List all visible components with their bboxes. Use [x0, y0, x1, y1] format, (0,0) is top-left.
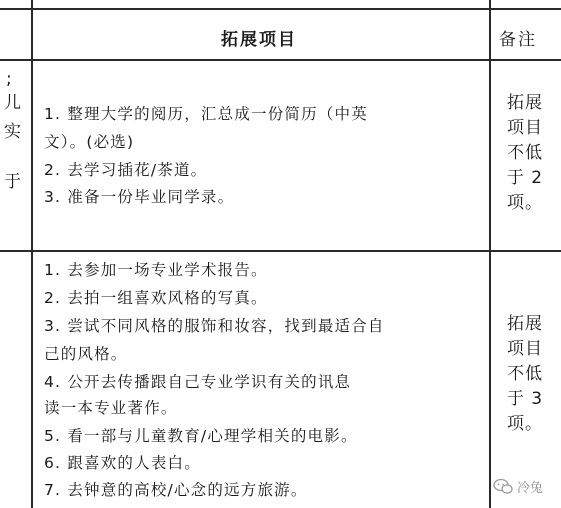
table-top-border [0, 8, 561, 10]
header-main-label: 拓展项目 [221, 30, 297, 50]
list-item: 3. 准备一份毕业同学录。 [44, 188, 235, 206]
list-item: 5. 看一部与儿童教育/心理学相关的电影。 [44, 427, 358, 445]
row-divider [0, 250, 561, 252]
list-item: 1. 去参加一场专业学术报告。 [44, 261, 268, 279]
watermark [493, 477, 543, 496]
header-bottom-border [0, 59, 561, 61]
left-column-border [31, 0, 33, 508]
chat-bubbles-icon [493, 478, 513, 496]
section-note: 拓展 项目 不低 于 2 项。 [506, 93, 544, 213]
header-note-label: 备注 [499, 30, 537, 50]
note-column-border [489, 0, 491, 508]
watermark-text: 冷兔 [516, 481, 543, 496]
list-item: 2. 去拍一组喜欢风格的写真。 [44, 289, 268, 307]
list-item: 2. 去学习插花/茶道。 [44, 161, 208, 179]
left-fragment: ; [6, 69, 12, 89]
list-item-continuation: 文）。(必选) [44, 133, 135, 151]
section-note: 拓展 项目 不低 于 3 项。 [506, 314, 544, 434]
list-item: 4. 公开去传播跟自己专业学识有关的讯息 [44, 373, 352, 391]
left-fragment: 儿 [4, 93, 21, 113]
list-item: 3. 尝试不同风格的服饰和妆容，找到最适合自 [44, 317, 385, 335]
list-item: 7. 去钟意的高校/心念的远方旅游。 [44, 481, 308, 499]
list-item-continuation: 己的风格。 [44, 345, 128, 363]
list-item-continuation: 读一本专业著作。 [44, 399, 178, 417]
list-item: 6. 跟喜欢的人表白。 [44, 454, 201, 472]
left-fragment: 实 [4, 122, 21, 142]
list-item: 1. 整理大学的阅历，汇总成一份简历（中英 [44, 105, 368, 123]
left-fragment: 于 [4, 172, 21, 192]
